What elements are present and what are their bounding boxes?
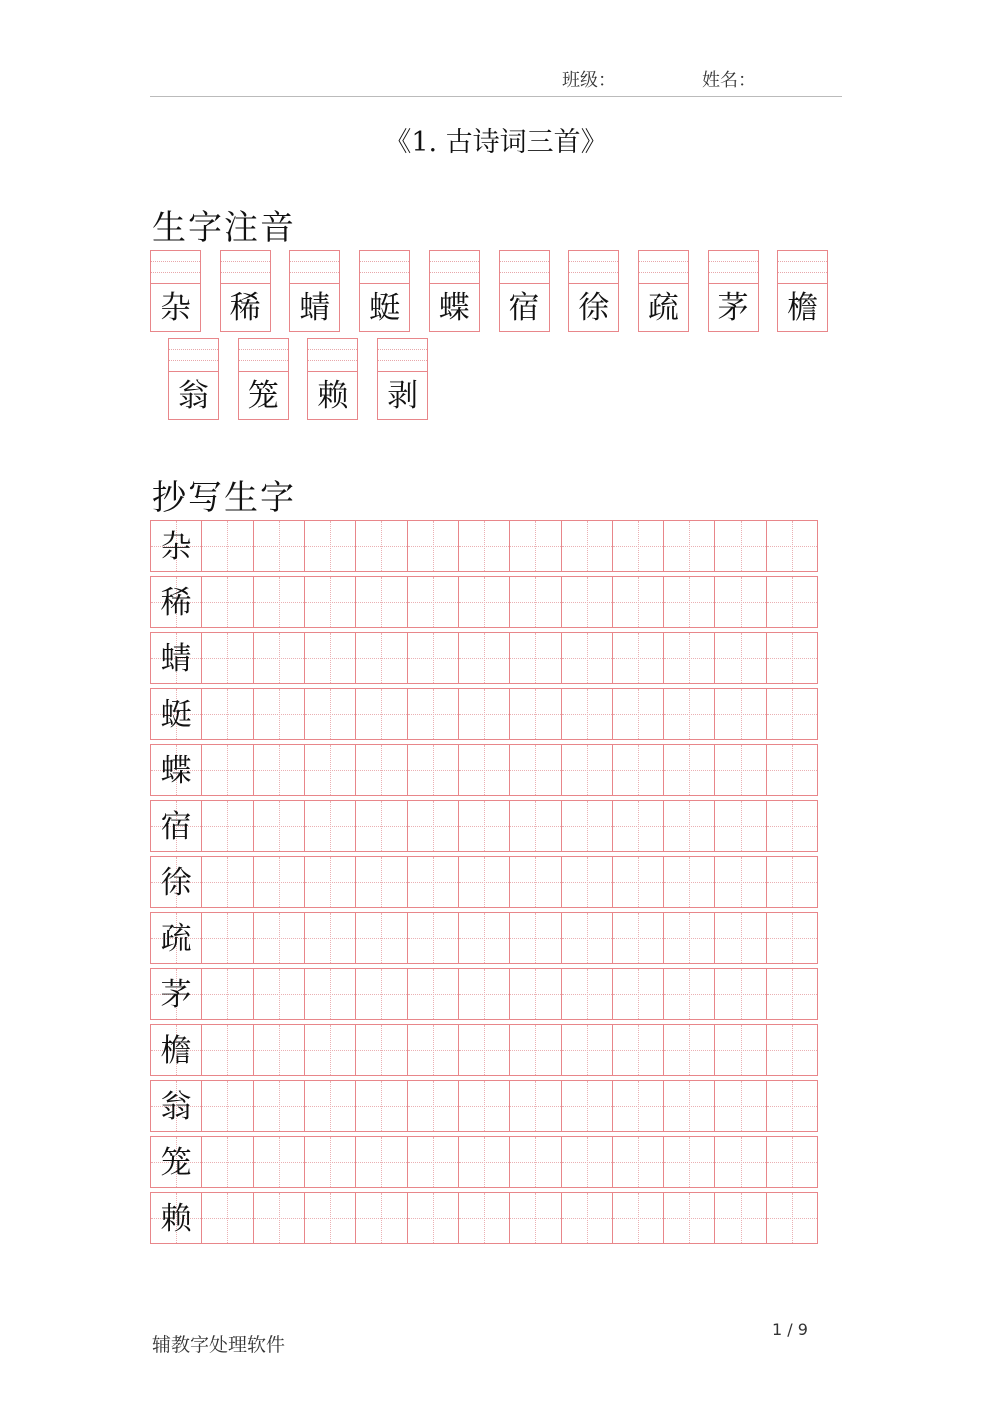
copy-writing-cell[interactable] — [767, 1081, 817, 1131]
copy-writing-cell[interactable] — [613, 801, 664, 851]
pinyin-cell[interactable] — [708, 250, 759, 332]
pinyin-writing-area[interactable] — [151, 251, 200, 284]
pinyin-char: 稀 — [229, 290, 261, 326]
pinyin-char: 茅 — [717, 290, 749, 326]
copy-writing-cell[interactable] — [254, 857, 305, 907]
copy-writing-cell[interactable] — [305, 801, 356, 851]
pinyin-char: 檐 — [787, 290, 819, 326]
copy-row — [150, 520, 818, 572]
copy-writing-cell[interactable] — [767, 745, 817, 795]
copy-writing-cell[interactable] — [408, 969, 459, 1019]
copy-writing-cell[interactable] — [254, 913, 305, 963]
copy-writing-cell[interactable] — [715, 521, 766, 571]
copy-char: 檐 — [160, 1033, 192, 1069]
pinyin-cell[interactable] — [220, 250, 271, 332]
pinyin-writing-area[interactable] — [221, 251, 270, 284]
copy-writing-cell[interactable] — [356, 1137, 407, 1187]
copy-writing-cell[interactable] — [562, 1137, 613, 1187]
copy-writing-cell[interactable] — [254, 801, 305, 851]
pinyin-char: 疏 — [647, 290, 679, 326]
copy-char: 疏 — [160, 921, 192, 957]
copy-writing-cell[interactable] — [613, 969, 664, 1019]
copy-writing-cell[interactable] — [510, 689, 561, 739]
copy-writing-cell[interactable] — [613, 521, 664, 571]
copy-model-cell — [151, 633, 202, 683]
pinyin-cell[interactable] — [377, 338, 428, 420]
copy-writing-cell[interactable] — [664, 1025, 715, 1075]
pinyin-char: 宿 — [508, 290, 540, 326]
copy-writing-cell[interactable] — [664, 577, 715, 627]
pinyin-writing-area[interactable] — [360, 251, 409, 284]
pinyin-char: 蜓 — [369, 290, 401, 326]
copy-writing-cell[interactable] — [613, 633, 664, 683]
footer-software: 辅教字处理软件 — [152, 1334, 286, 1356]
copy-writing-cell[interactable] — [459, 969, 510, 1019]
copy-writing-cell[interactable] — [459, 633, 510, 683]
copy-writing-cell[interactable] — [562, 913, 613, 963]
copy-model-cell — [151, 1193, 202, 1243]
copy-writing-cell[interactable] — [254, 969, 305, 1019]
copy-writing-cell[interactable] — [562, 969, 613, 1019]
copy-writing-cell[interactable] — [356, 577, 407, 627]
copy-writing-cell[interactable] — [459, 1193, 510, 1243]
pinyin-cell[interactable] — [429, 250, 480, 332]
copy-writing-cell[interactable] — [510, 1081, 561, 1131]
copy-writing-cell[interactable] — [510, 1025, 561, 1075]
copy-writing-cell[interactable] — [254, 633, 305, 683]
copy-writing-cell[interactable] — [613, 1025, 664, 1075]
copy-writing-cell[interactable] — [510, 969, 561, 1019]
copy-char: 蜻 — [160, 641, 192, 677]
copy-writing-cell[interactable] — [305, 633, 356, 683]
copy-writing-cell[interactable] — [613, 1193, 664, 1243]
copy-row — [150, 912, 818, 964]
copy-writing-cell[interactable] — [613, 857, 664, 907]
pinyin-cell[interactable] — [499, 250, 550, 332]
copy-writing-cell[interactable] — [715, 1081, 766, 1131]
copy-row — [150, 1024, 818, 1076]
pinyin-cell[interactable] — [238, 338, 289, 420]
copy-writing-cell[interactable] — [202, 577, 253, 627]
copy-writing-cell[interactable] — [562, 521, 613, 571]
pinyin-char: 徐 — [578, 290, 610, 326]
copy-writing-cell[interactable] — [613, 745, 664, 795]
pinyin-writing-area[interactable] — [639, 251, 688, 284]
copy-model-cell — [151, 857, 202, 907]
copy-writing-cell[interactable] — [767, 1025, 817, 1075]
copy-writing-cell[interactable] — [254, 1025, 305, 1075]
class-label: 班级： — [562, 70, 616, 91]
copy-writing-cell[interactable] — [767, 1137, 817, 1187]
copy-char: 杂 — [160, 529, 192, 565]
copy-writing-cell[interactable] — [715, 1025, 766, 1075]
copy-writing-cell[interactable] — [305, 745, 356, 795]
copy-row — [150, 576, 818, 628]
copy-writing-cell[interactable] — [715, 913, 766, 963]
copy-writing-cell[interactable] — [356, 521, 407, 571]
copy-writing-cell[interactable] — [254, 689, 305, 739]
copy-writing-cell[interactable] — [715, 577, 766, 627]
section-title-pinyin: 生字注音 — [152, 208, 296, 248]
copy-writing-cell[interactable] — [202, 1081, 253, 1131]
copy-writing-cell[interactable] — [510, 801, 561, 851]
copy-writing-cell[interactable] — [202, 689, 253, 739]
copy-writing-cell[interactable] — [613, 1081, 664, 1131]
pinyin-cell[interactable] — [359, 250, 410, 332]
copy-writing-cell[interactable] — [613, 913, 664, 963]
copy-model-cell — [151, 913, 202, 963]
copy-writing-cell[interactable] — [408, 521, 459, 571]
copy-writing-cell[interactable] — [202, 801, 253, 851]
copy-writing-cell[interactable] — [305, 689, 356, 739]
pinyin-writing-area[interactable] — [430, 251, 479, 284]
copy-writing-cell[interactable] — [562, 801, 613, 851]
copy-writing-cell[interactable] — [664, 689, 715, 739]
copy-row — [150, 968, 818, 1020]
copy-writing-cell[interactable] — [715, 633, 766, 683]
copy-writing-cell[interactable] — [305, 577, 356, 627]
copy-writing-cell[interactable] — [408, 577, 459, 627]
pinyin-cell[interactable] — [777, 250, 828, 332]
copy-writing-cell[interactable] — [356, 857, 407, 907]
copy-writing-cell[interactable] — [767, 801, 817, 851]
copy-writing-cell[interactable] — [459, 577, 510, 627]
copy-writing-cell[interactable] — [356, 1081, 407, 1131]
copy-writing-cell[interactable] — [408, 857, 459, 907]
copy-writing-cell[interactable] — [715, 857, 766, 907]
copy-char: 蜓 — [160, 697, 192, 733]
copy-writing-cell[interactable] — [562, 1081, 613, 1131]
copy-writing-cell[interactable] — [459, 521, 510, 571]
copy-writing-cell[interactable] — [202, 745, 253, 795]
copy-writing-cell[interactable] — [202, 1025, 253, 1075]
pinyin-cell[interactable] — [638, 250, 689, 332]
copy-writing-cell[interactable] — [613, 1137, 664, 1187]
copy-writing-cell[interactable] — [510, 577, 561, 627]
copy-model-cell — [151, 969, 202, 1019]
copy-row — [150, 1192, 818, 1244]
copy-writing-cell[interactable] — [664, 969, 715, 1019]
copy-writing-cell[interactable] — [356, 633, 407, 683]
copy-writing-cell[interactable] — [408, 745, 459, 795]
copy-writing-cell[interactable] — [715, 801, 766, 851]
copy-writing-cell[interactable] — [305, 1081, 356, 1131]
copy-writing-cell[interactable] — [459, 1081, 510, 1131]
copy-writing-cell[interactable] — [562, 1025, 613, 1075]
copy-writing-cell[interactable] — [356, 689, 407, 739]
copy-writing-cell[interactable] — [510, 857, 561, 907]
pinyin-char: 杂 — [160, 290, 191, 326]
copy-writing-cell[interactable] — [664, 913, 715, 963]
pinyin-char: 翁 — [178, 378, 209, 414]
copy-writing-cell[interactable] — [408, 913, 459, 963]
copy-writing-cell[interactable] — [305, 521, 356, 571]
copy-writing-cell[interactable] — [356, 1025, 407, 1075]
pinyin-char: 蜻 — [299, 290, 331, 326]
copy-writing-cell[interactable] — [767, 689, 817, 739]
name-label: 姓名： — [702, 70, 756, 91]
pinyin-char: 蝶 — [438, 290, 470, 326]
copy-writing-cell[interactable] — [356, 801, 407, 851]
copy-writing-cell[interactable] — [459, 745, 510, 795]
copy-writing-cell[interactable] — [202, 857, 253, 907]
pinyin-writing-area[interactable] — [778, 251, 827, 284]
copy-row — [150, 688, 818, 740]
copy-writing-cell[interactable] — [562, 633, 613, 683]
copy-writing-cell[interactable] — [767, 913, 817, 963]
copy-writing-cell[interactable] — [459, 1025, 510, 1075]
pinyin-writing-area[interactable] — [290, 251, 339, 284]
copy-writing-cell[interactable] — [408, 1025, 459, 1075]
copy-writing-cell[interactable] — [510, 1137, 561, 1187]
copy-writing-cell[interactable] — [408, 801, 459, 851]
copy-writing-cell[interactable] — [510, 745, 561, 795]
copy-writing-cell[interactable] — [356, 913, 407, 963]
copy-model-cell — [151, 577, 202, 627]
copy-writing-cell[interactable] — [202, 633, 253, 683]
copy-model-cell — [151, 745, 202, 795]
pinyin-cell[interactable] — [568, 250, 619, 332]
copy-writing-cell[interactable] — [613, 689, 664, 739]
copy-writing-cell[interactable] — [562, 577, 613, 627]
pinyin-char: 剥 — [387, 378, 419, 414]
copy-writing-cell[interactable] — [510, 1193, 561, 1243]
copy-writing-cell[interactable] — [459, 857, 510, 907]
copy-writing-cell[interactable] — [254, 577, 305, 627]
copy-row — [150, 632, 818, 684]
copy-writing-cell[interactable] — [562, 1193, 613, 1243]
copy-writing-cell[interactable] — [510, 633, 561, 683]
copy-writing-cell[interactable] — [664, 521, 715, 571]
copy-char: 笼 — [160, 1145, 192, 1181]
copy-row — [150, 744, 818, 796]
copy-writing-cell[interactable] — [254, 1137, 305, 1187]
page-number: 1 / 9 — [772, 1320, 808, 1339]
copy-char: 徐 — [160, 865, 192, 901]
pinyin-char: 笼 — [247, 378, 279, 414]
copy-writing-cell[interactable] — [305, 969, 356, 1019]
copy-writing-cell[interactable] — [715, 745, 766, 795]
copy-writing-cell[interactable] — [664, 1081, 715, 1131]
copy-writing-cell[interactable] — [767, 521, 817, 571]
copy-writing-cell[interactable] — [254, 521, 305, 571]
copy-writing-cell[interactable] — [202, 1193, 253, 1243]
copy-writing-cell[interactable] — [202, 913, 253, 963]
copy-model-cell — [151, 801, 202, 851]
copy-writing-cell[interactable] — [305, 1137, 356, 1187]
copy-row — [150, 1136, 818, 1188]
copy-writing-cell[interactable] — [613, 577, 664, 627]
copy-writing-cell[interactable] — [202, 521, 253, 571]
copy-writing-cell[interactable] — [305, 1193, 356, 1243]
copy-writing-cell[interactable] — [202, 969, 253, 1019]
copy-writing-cell[interactable] — [715, 1137, 766, 1187]
copy-writing-cell[interactable] — [305, 857, 356, 907]
copy-writing-cell[interactable] — [408, 1193, 459, 1243]
copy-writing-cell[interactable] — [408, 1081, 459, 1131]
copy-writing-cell[interactable] — [767, 969, 817, 1019]
pinyin-cell[interactable] — [150, 250, 201, 332]
copy-char: 茅 — [160, 977, 192, 1013]
copy-writing-cell[interactable] — [356, 969, 407, 1019]
copy-model-cell — [151, 1081, 202, 1131]
copy-writing-cell[interactable] — [767, 857, 817, 907]
copy-writing-cell[interactable] — [715, 689, 766, 739]
copy-writing-cell[interactable] — [715, 1193, 766, 1243]
copy-writing-cell[interactable] — [459, 689, 510, 739]
copy-model-cell — [151, 1137, 202, 1187]
copy-writing-cell[interactable] — [408, 689, 459, 739]
copy-row — [150, 1080, 818, 1132]
pinyin-cell[interactable] — [168, 338, 219, 420]
copy-writing-cell[interactable] — [459, 1137, 510, 1187]
copy-writing-cell[interactable] — [356, 745, 407, 795]
section-title-copy: 抄写生字 — [152, 478, 296, 518]
pinyin-char: 赖 — [317, 378, 349, 414]
copy-char: 翁 — [160, 1089, 192, 1125]
copy-model-cell — [151, 521, 202, 571]
copy-char: 稀 — [160, 585, 192, 621]
copy-writing-cell[interactable] — [254, 1081, 305, 1131]
copy-writing-cell[interactable] — [356, 1193, 407, 1243]
copy-writing-cell[interactable] — [510, 913, 561, 963]
copy-writing-cell[interactable] — [254, 1193, 305, 1243]
page-title: 《1. 古诗词三首》 — [384, 127, 608, 158]
copy-writing-cell[interactable] — [459, 913, 510, 963]
copy-char: 赖 — [160, 1201, 192, 1237]
copy-writing-cell[interactable] — [767, 633, 817, 683]
copy-writing-cell[interactable] — [510, 521, 561, 571]
copy-writing-cell[interactable] — [408, 633, 459, 683]
pinyin-writing-area[interactable] — [239, 339, 288, 372]
copy-writing-cell[interactable] — [664, 633, 715, 683]
copy-writing-cell[interactable] — [408, 1137, 459, 1187]
copy-writing-cell[interactable] — [767, 1193, 817, 1243]
copy-writing-cell[interactable] — [767, 577, 817, 627]
copy-writing-cell[interactable] — [562, 689, 613, 739]
copy-model-cell — [151, 1025, 202, 1075]
pinyin-cell[interactable] — [289, 250, 340, 332]
copy-row — [150, 856, 818, 908]
copy-writing-cell[interactable] — [562, 857, 613, 907]
pinyin-writing-area[interactable] — [169, 339, 218, 372]
header-row — [150, 66, 842, 97]
copy-writing-cell[interactable] — [459, 801, 510, 851]
copy-writing-cell[interactable] — [664, 1193, 715, 1243]
copy-char: 宿 — [160, 809, 192, 845]
pinyin-writing-area[interactable] — [709, 251, 758, 284]
pinyin-cell[interactable] — [307, 338, 358, 420]
copy-writing-cell[interactable] — [664, 1137, 715, 1187]
copy-writing-cell[interactable] — [664, 801, 715, 851]
pinyin-writing-area[interactable] — [569, 251, 618, 284]
copy-writing-cell[interactable] — [254, 745, 305, 795]
copy-writing-cell[interactable] — [664, 745, 715, 795]
pinyin-writing-area[interactable] — [378, 339, 427, 372]
pinyin-writing-area[interactable] — [500, 251, 549, 284]
copy-writing-cell[interactable] — [562, 745, 613, 795]
copy-writing-cell[interactable] — [305, 1025, 356, 1075]
copy-writing-cell[interactable] — [715, 969, 766, 1019]
copy-model-cell — [151, 689, 202, 739]
copy-char: 蝶 — [160, 753, 192, 789]
copy-row — [150, 800, 818, 852]
copy-writing-cell[interactable] — [305, 913, 356, 963]
copy-writing-cell[interactable] — [202, 1137, 253, 1187]
copy-writing-cell[interactable] — [664, 857, 715, 907]
pinyin-writing-area[interactable] — [308, 339, 357, 372]
